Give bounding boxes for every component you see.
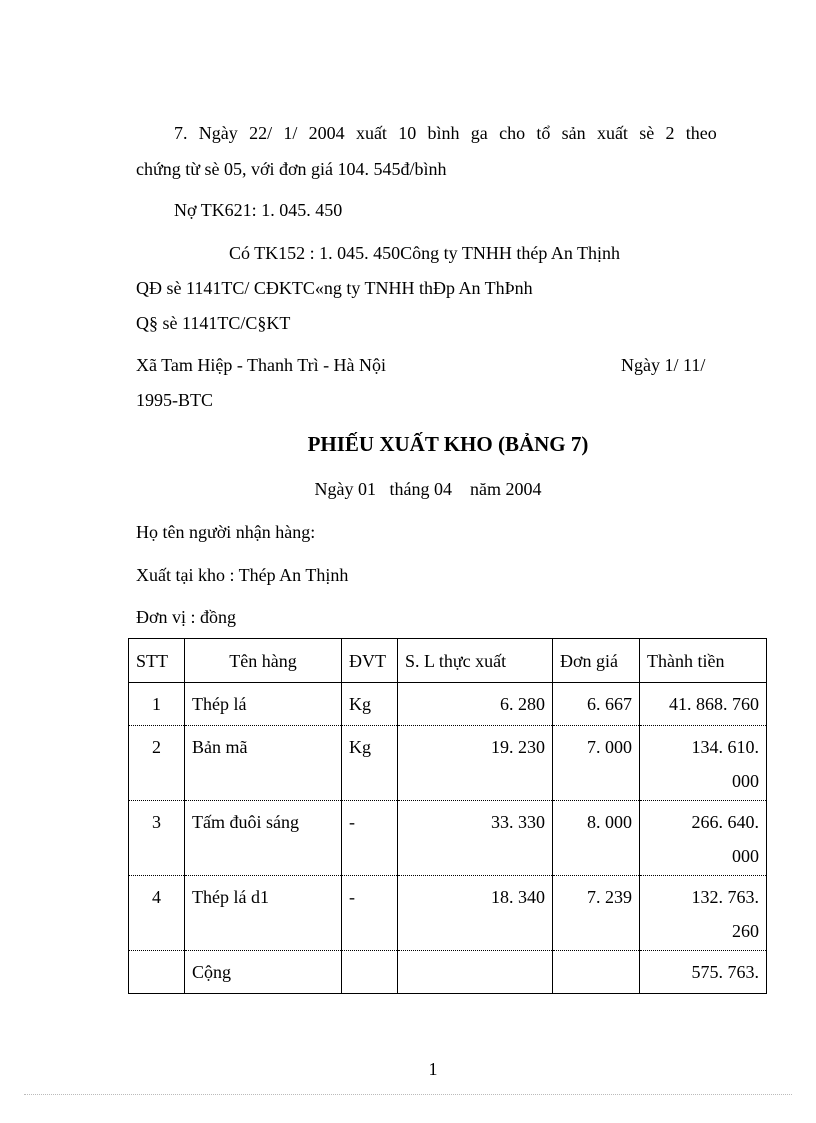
- cell-empty: [398, 951, 553, 994]
- cell-price: 7. 000: [553, 726, 640, 801]
- cell-stt: 4: [129, 876, 185, 951]
- word: xuất: [355, 123, 387, 143]
- word: 1/: [283, 123, 298, 143]
- header-name: Tên hàng: [185, 639, 342, 683]
- cell-unit: Kg: [342, 683, 398, 726]
- word: Ngày: [198, 123, 238, 143]
- debit-entry: Nợ TK621: 1. 045. 450: [174, 200, 343, 220]
- cell-qty: 33. 330: [398, 801, 553, 876]
- cell-empty: [553, 951, 640, 994]
- cell-stt: 3: [129, 801, 185, 876]
- header-qty: S. L thực xuất: [398, 639, 553, 683]
- page-number: 1: [428, 1059, 438, 1079]
- cell-stt: 2: [129, 726, 185, 801]
- intro-line-2: chứng từ sè 05, với đơn giá 104. 545đ/bình: [136, 159, 447, 179]
- word: theo: [685, 123, 717, 143]
- footer-rule: [24, 1094, 792, 1095]
- word: 22/: [249, 123, 273, 143]
- voucher-table: [128, 638, 767, 994]
- table-total-row: [129, 951, 767, 994]
- cell-total: [640, 876, 767, 951]
- word: 2004: [308, 123, 345, 143]
- header-stt: STT: [129, 639, 185, 683]
- table-header-row: [129, 639, 767, 683]
- total-part-2: 000: [732, 771, 759, 791]
- cell-unit: -: [342, 876, 398, 951]
- cell-name: Tấm đuôi sáng: [185, 801, 342, 876]
- cell-name: Thép lá d1: [185, 876, 342, 951]
- total-part-1: 41. 868. 760: [669, 694, 759, 714]
- total-part-1: 134. 610.: [691, 737, 759, 757]
- cell-total: [640, 801, 767, 876]
- cell-qty: 6. 280: [398, 683, 553, 726]
- cell-qty: 19. 230: [398, 726, 553, 801]
- word: bình: [427, 123, 460, 143]
- cell-name: Thép lá: [185, 683, 342, 726]
- unit-line: Đơn vị : đồng: [136, 607, 237, 627]
- cell-unit: -: [342, 801, 398, 876]
- total-part-1: 132. 763.: [691, 887, 759, 907]
- word: sản: [561, 123, 586, 143]
- cell-total: [640, 726, 767, 801]
- cell-empty: [342, 951, 398, 994]
- header-unit: ĐVT: [342, 639, 398, 683]
- table-row: [129, 876, 767, 951]
- date-right: Ngày 1/ 11/: [621, 355, 706, 375]
- total-part-1: 266. 640.: [691, 812, 759, 832]
- cell-stt-empty: [129, 951, 185, 994]
- total-part-2: 000: [732, 846, 759, 866]
- word: 7.: [174, 123, 188, 143]
- word: tổ: [536, 123, 551, 143]
- cell-total-label: Cộng: [185, 951, 342, 994]
- cell-qty: 18. 340: [398, 876, 553, 951]
- header-total: Thành tiền: [640, 639, 767, 683]
- cell-name: Bản mã: [185, 726, 342, 801]
- cell-unit: Kg: [342, 726, 398, 801]
- cell-price: 7. 239: [553, 876, 640, 951]
- header-price: Đơn giá: [553, 639, 640, 683]
- word: xuất: [596, 123, 628, 143]
- total-part-2: 260: [732, 921, 759, 941]
- intro-line-1: [174, 122, 717, 144]
- word: 2: [665, 123, 675, 143]
- table-row: [129, 801, 767, 876]
- voucher-date: Ngày 01 tháng 04 năm 2004: [314, 479, 542, 499]
- address-line: Xã Tam Hiệp - Thanh Trì - Hà Nội: [136, 355, 387, 375]
- table-row: [129, 726, 767, 801]
- credit-entry: Có TK152 : 1. 045. 450Công ty TNHH thép An Thịnh: [229, 243, 621, 263]
- cell-price: 6. 667: [553, 683, 640, 726]
- btc-line: 1995-BTC: [136, 390, 214, 410]
- table-row: [129, 683, 767, 726]
- word: sè: [639, 123, 655, 143]
- cell-grand-total: 575. 763.: [640, 951, 767, 994]
- cell-price: 8. 000: [553, 801, 640, 876]
- word: 10: [398, 123, 417, 143]
- decision-line-2: Q§ sè 1141TC/C§KT: [136, 313, 291, 333]
- page-title: PHIẾU XUẤT KHO (BẢNG 7): [307, 432, 589, 456]
- cell-total: [640, 683, 767, 726]
- word: ga: [470, 123, 488, 143]
- word: cho: [499, 123, 526, 143]
- receiver-line: Họ tên người nhận hàng:: [136, 522, 316, 542]
- warehouse-line: Xuất tại kho : Thép An Thịnh: [136, 565, 349, 585]
- cell-stt: 1: [129, 683, 185, 726]
- decision-line-1: QĐ sè 1141TC/ CĐKTC«ng ty TNHH thÐp An ThÞnh: [136, 278, 533, 298]
